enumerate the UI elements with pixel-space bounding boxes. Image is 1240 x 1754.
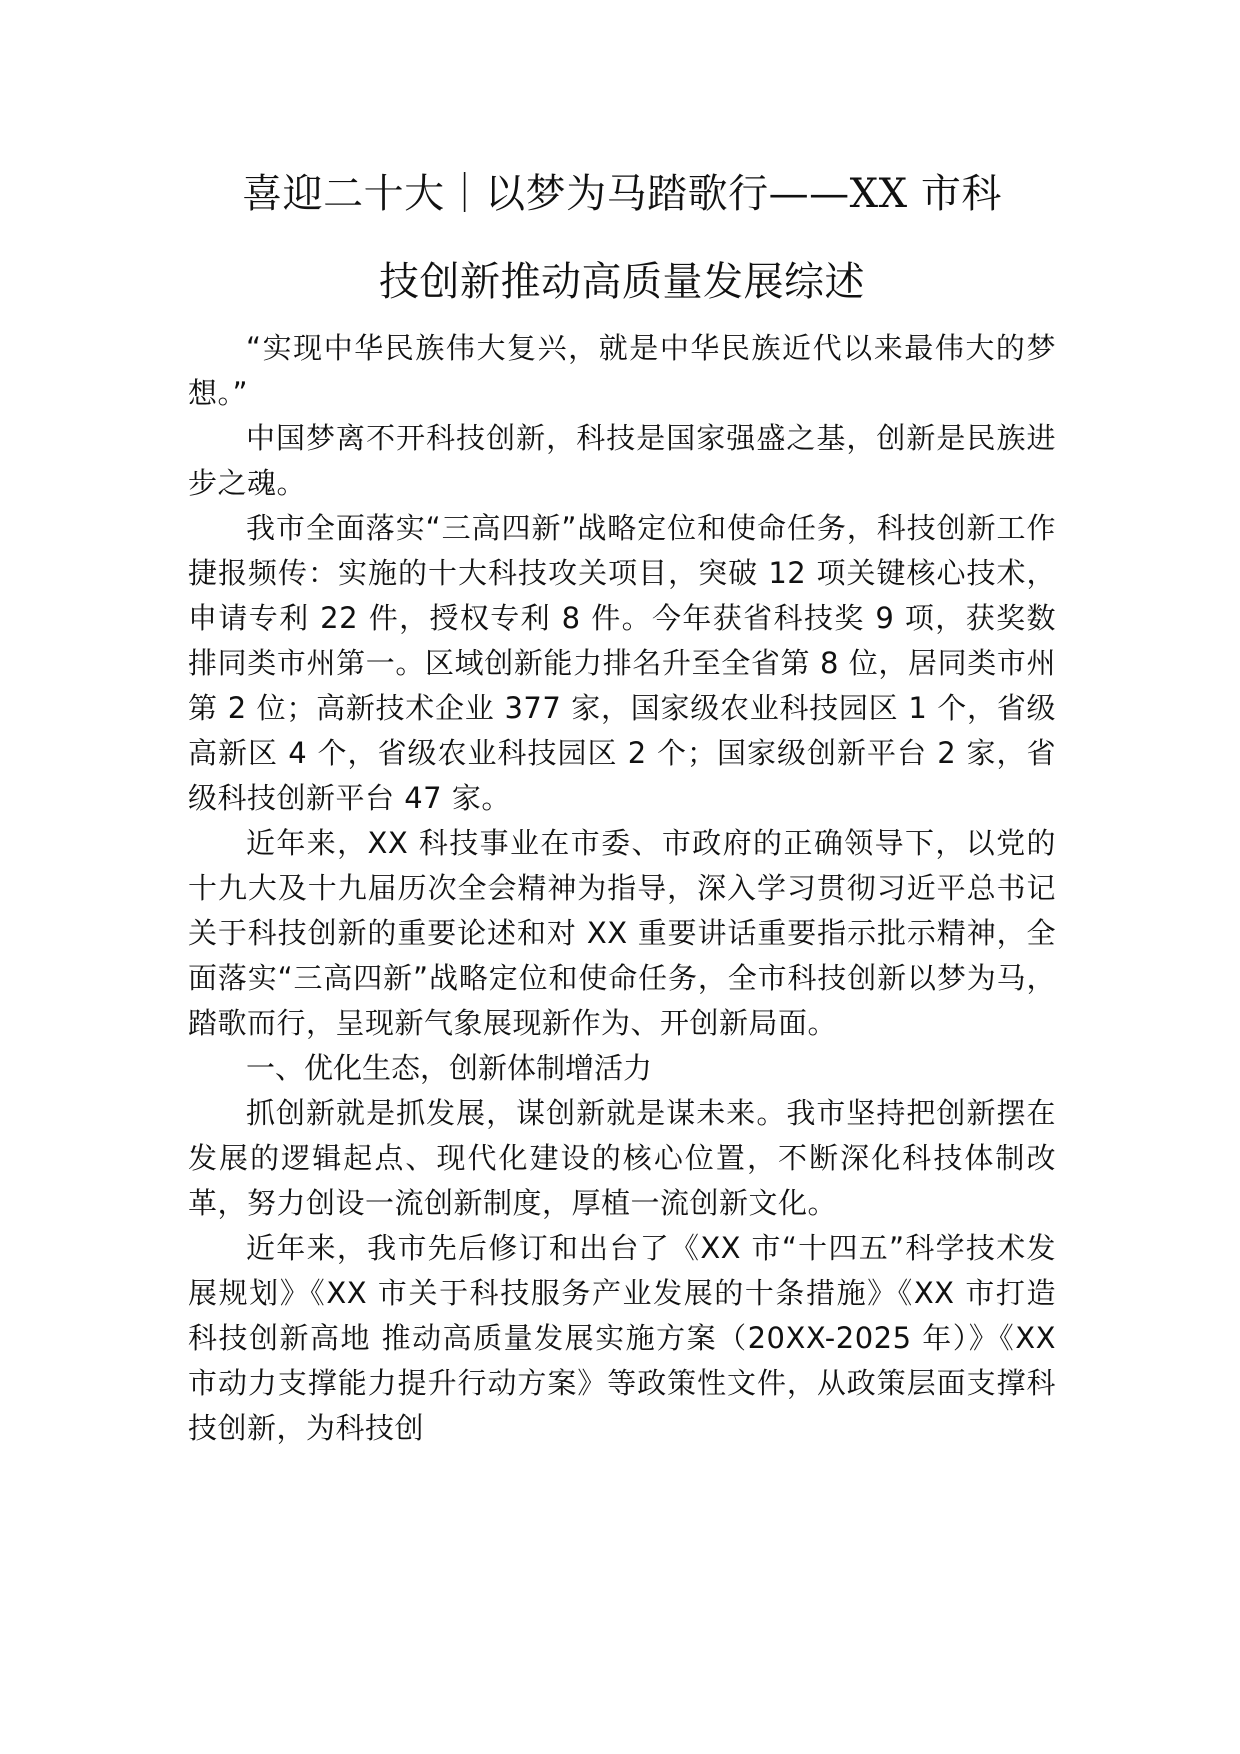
section1-paragraph-1: 抓创新就是抓发展，谋创新就是谋未来。我市坚持把创新摆在发展的逻辑起点、现代化建设的核心位置，不断深化科技体制改革，努力创设一流创新制度，厚植一流创新文化。 [188,1096,1056,1220]
section-heading-1: 一、优化生态，创新体制增活力 [246,1051,653,1085]
document-title [188,150,1056,326]
document-body [188,326,1056,1451]
achievements-paragraph: 我市全面落实“三高四新”战略定位和使命任务，科技创新工作捷报频传：实施的十大科技攻关项目，突破 12 项关键核心技术，申请专利 22 件，授权专利 8 件。今年获省科技奖 9 项，获奖数排同类市州第一。区域创新能力排名升至全省第 8 位，居同类市州第 2 位；高新技术企业 377 家，国家级农业科技园区 1 个，省级高新区 4 个，省级农业科技园区 2 个；国家级创新平台 2 家，省级科技创新平台 47 家。 [188,511,1056,815]
intro-paragraph: 中国梦离不开科技创新，科技是国家强盛之基，创新是民族进步之魂。 [188,421,1056,500]
title-line-2: 技创新推动高质量发展综述 [379,259,865,305]
title-line-1: 喜迎二十大｜以梦为马踏歌行——XX 市科 [242,171,1002,217]
overview-paragraph: 近年来，XX 科技事业在市委、市政府的正确领导下，以党的十九大及十九届历次全会精神为指导，深入学习贯彻习近平总书记关于科技创新的重要论述和对 XX 重要讲话重要指示批示精神，全面落实“三高四新”战略定位和使命任务，全市科技创新以梦为马，踏歌而行，呈现新气象展现新作为、开创新局面。 [188,826,1056,1040]
section1-paragraph-2: 近年来，我市先后修订和出台了《XX 市“十四五”科学技术发展规划》《XX 市关于科技服务产业发展的十条措施》《XX 市打造科技创新高地 推动高质量发展实施方案（20XX-2025 年）》《XX 市动力支撑能力提升行动方案》等政策性文件，从政策层面支撑科技创新，为科技创 [188,1231,1056,1445]
quote-paragraph: “实现中华民族伟大复兴，就是中华民族近代以来最伟大的梦想。” [188,331,1056,410]
document-page [188,150,1056,1451]
